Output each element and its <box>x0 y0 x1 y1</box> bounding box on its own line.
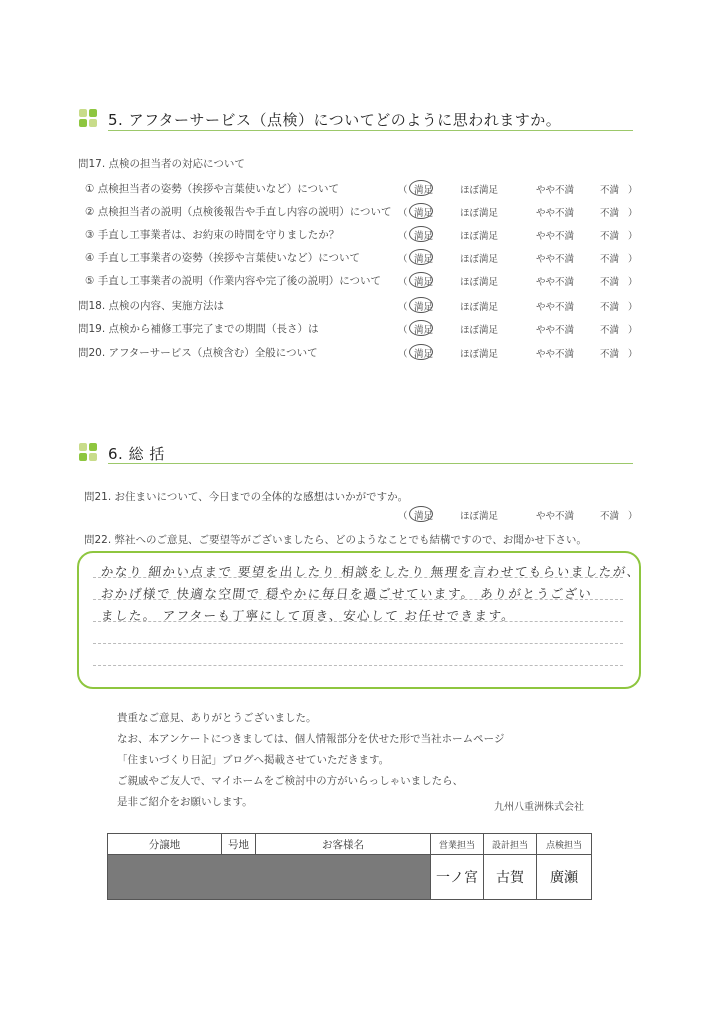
option-paren-open: （ <box>398 254 408 265</box>
option-somewhat-dissatisfied[interactable]: やや不満 <box>536 231 575 242</box>
selected-circle-mark <box>409 203 433 219</box>
option-somewhat-dissatisfied[interactable]: やや不満 <box>536 254 575 265</box>
option-mostly-satisfied[interactable]: ほぼ満足 <box>460 325 499 336</box>
option-paren-close: ） <box>628 231 638 242</box>
q20-label: 問20. アフターサービス（点検含む）全般について <box>78 347 318 359</box>
option-paren-close: ） <box>628 254 638 265</box>
q19-label: 問19. 点検から補修工事完了までの期間（長さ）は <box>78 323 319 335</box>
option-dissatisfied[interactable]: 不満 <box>600 231 620 242</box>
option-dissatisfied[interactable]: 不満 <box>600 208 620 219</box>
option-paren-close: ） <box>628 277 638 288</box>
q17-item-2: ② 点検担当者の説明（点検後報告や手直し内容の説明）について <box>85 206 392 218</box>
option-paren-open: （ <box>398 231 408 242</box>
inspection-rep: 廣瀬 <box>537 855 592 900</box>
option-dissatisfied[interactable]: 不満 <box>600 302 620 313</box>
header-sales: 営業担当 <box>431 834 484 855</box>
option-dissatisfied[interactable]: 不満 <box>600 325 620 336</box>
selected-circle-mark <box>409 297 433 313</box>
selected-circle-mark <box>409 320 433 336</box>
q18-label: 問18. 点検の内容、実施方法は <box>78 300 225 312</box>
option-mostly-satisfied[interactable]: ほぼ満足 <box>460 511 499 522</box>
option-satisfied[interactable]: 満足 <box>414 511 434 522</box>
option-paren-close: ） <box>628 185 638 196</box>
redacted-customer-info <box>108 855 431 900</box>
q17-item-5: ⑤ 手直し工事業者の説明（作業内容や完了後の説明）について <box>85 275 382 287</box>
comment-box[interactable] <box>77 551 641 689</box>
option-mostly-satisfied[interactable]: ほぼ満足 <box>460 231 499 242</box>
sales-rep: 一ノ宮 <box>431 855 484 900</box>
q21-label: 問21. お住まいについて、今日までの全体的な感想はいかがですか。 <box>84 491 409 503</box>
option-dissatisfied[interactable]: 不満 <box>600 511 620 522</box>
section-5-logo-icon <box>79 109 99 129</box>
closing-line-1: 貴重なご意見、ありがとうございました。 <box>117 712 317 724</box>
selected-circle-mark <box>409 272 433 288</box>
option-paren-close: ） <box>628 511 638 522</box>
option-satisfied[interactable]: 満足 <box>414 231 434 242</box>
design-rep: 古賀 <box>484 855 537 900</box>
option-paren-open: （ <box>398 208 408 219</box>
info-table <box>107 833 592 900</box>
option-mostly-satisfied[interactable]: ほぼ満足 <box>460 349 499 360</box>
option-somewhat-dissatisfied[interactable]: やや不満 <box>536 511 575 522</box>
comment-line-2: おかげ様で 快適な空間で 穏やかに毎日を過ごせています。 ありがとうござい <box>100 586 594 601</box>
option-paren-close: ） <box>628 349 638 360</box>
option-paren-open: （ <box>398 325 408 336</box>
option-satisfied[interactable]: 満足 <box>414 349 434 360</box>
q17-item-1: ① 点検担当者の姿勢（挨拶や言葉使いなど）について <box>85 183 340 195</box>
option-paren-open: （ <box>398 302 408 313</box>
option-somewhat-dissatisfied[interactable]: やや不満 <box>536 185 575 196</box>
section-5-divider <box>108 130 633 131</box>
header-inspection: 点検担当 <box>537 834 592 855</box>
option-satisfied[interactable]: 満足 <box>414 302 434 313</box>
option-mostly-satisfied[interactable]: ほぼ満足 <box>460 254 499 265</box>
option-paren-open: （ <box>398 349 408 360</box>
header-design: 設計担当 <box>484 834 537 855</box>
option-paren-close: ） <box>628 302 638 313</box>
section-5-title: 5. アフターサービス（点検）についてどのように思われますか。 <box>108 111 562 129</box>
option-dissatisfied[interactable]: 不満 <box>600 254 620 265</box>
q17-item-4: ④ 手直し工事業者の姿勢（挨拶や言葉使いなど）について <box>85 252 361 264</box>
option-mostly-satisfied[interactable]: ほぼ満足 <box>460 302 499 313</box>
comment-line-1: かなり 細かい点まで 要望を出したり 相談をしたり 無理を言わせてもらいましたが、 <box>100 564 642 579</box>
company-name: 九州八重洲株式会社 <box>494 802 584 813</box>
option-somewhat-dissatisfied[interactable]: やや不満 <box>536 325 575 336</box>
ruled-line <box>93 665 623 666</box>
option-paren-open: （ <box>398 511 408 522</box>
closing-line-5: 是非ご紹介をお願いします。 <box>117 796 253 808</box>
section-6-divider <box>108 463 633 464</box>
option-mostly-satisfied[interactable]: ほぼ満足 <box>460 277 499 288</box>
comment-line-3: ました。 アフターも丁寧にして頂き、安心して お任せできます。 <box>100 608 517 623</box>
option-satisfied[interactable]: 満足 <box>414 254 434 265</box>
option-somewhat-dissatisfied[interactable]: やや不満 <box>536 349 575 360</box>
header-customer: お客様名 <box>256 834 431 855</box>
option-mostly-satisfied[interactable]: ほぼ満足 <box>460 185 499 196</box>
option-paren-close: ） <box>628 208 638 219</box>
option-dissatisfied[interactable]: 不満 <box>600 277 620 288</box>
option-mostly-satisfied[interactable]: ほぼ満足 <box>460 208 499 219</box>
q17-label: 問17. 点検の担当者の対応について <box>78 158 245 170</box>
option-paren-open: （ <box>398 277 408 288</box>
option-somewhat-dissatisfied[interactable]: やや不満 <box>536 302 575 313</box>
header-lot: 号地 <box>222 834 256 855</box>
option-somewhat-dissatisfied[interactable]: やや不満 <box>536 277 575 288</box>
option-satisfied[interactable]: 満足 <box>414 208 434 219</box>
q22-label: 問22. 弊社へのご意見、ご要望等がございましたら、どのようなことでも結構ですので、お聞かせ下さい。 <box>84 534 587 546</box>
selected-circle-mark <box>409 226 433 242</box>
option-paren-open: （ <box>398 185 408 196</box>
closing-line-3: 「住まいづくり日記」ブログへ掲載させていただきます。 <box>117 754 390 766</box>
ruled-line <box>93 643 623 644</box>
section-6-title: 6. 総 括 <box>108 445 165 463</box>
option-satisfied[interactable]: 満足 <box>414 277 434 288</box>
option-dissatisfied[interactable]: 不満 <box>600 185 620 196</box>
selected-circle-mark <box>409 180 433 196</box>
option-satisfied[interactable]: 満足 <box>414 325 434 336</box>
closing-line-2: なお、本アンケートにつきましては、個人情報部分を伏せた形で当社ホームページ <box>117 733 505 745</box>
option-somewhat-dissatisfied[interactable]: やや不満 <box>536 208 575 219</box>
option-satisfied[interactable]: 満足 <box>414 185 434 196</box>
closing-line-4: ご親戚やご友人で、マイホームをご検討中の方がいらっしゃいましたら、 <box>117 775 464 787</box>
option-paren-close: ） <box>628 325 638 336</box>
option-dissatisfied[interactable]: 不満 <box>600 349 620 360</box>
section-6-logo-icon <box>79 443 99 463</box>
selected-circle-mark <box>409 249 433 265</box>
selected-circle-mark <box>409 344 433 360</box>
header-subdivision: 分譲地 <box>108 834 222 855</box>
q17-item-3: ③ 手直し工事業者は、お約束の時間を守りましたか？ <box>85 229 340 241</box>
selected-circle-mark <box>409 506 433 522</box>
